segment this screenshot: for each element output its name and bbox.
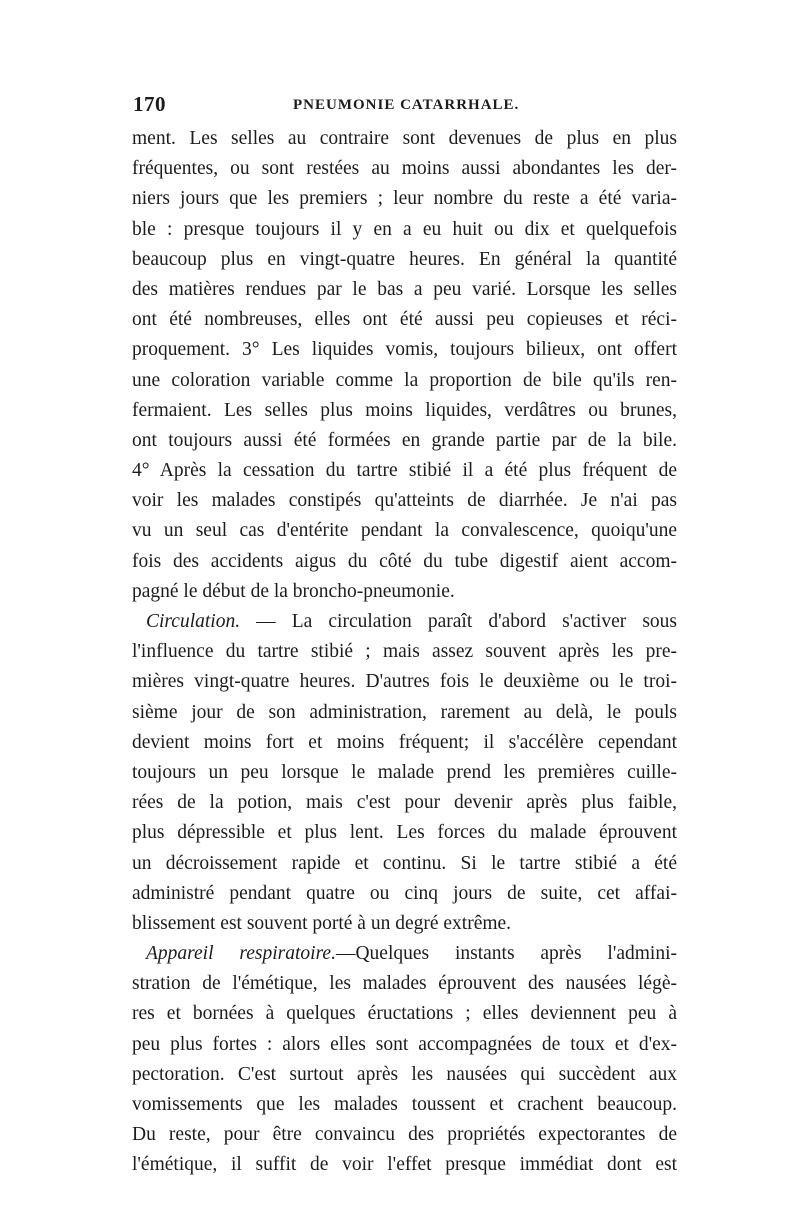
text-line: plus dépressible et plus lent. Les forces du malade éprouvent [132,822,677,844]
body-text [132,124,677,1181]
text-line: res et bornées à quelques éructations ; elles deviennent peu à [132,1003,677,1025]
text-line: ont toujours aussi été formées en grande partie par de la bile. [132,429,677,451]
running-title: PNEUMONIE CATARRHALE. [293,97,520,113]
text-line: vu un seul cas d'entérite pendant la convalescence, quoiqu'une [132,520,677,542]
text-line: Du reste, pour être convaincu des propriétés expectorantes de [132,1124,677,1146]
page-number: 170 [133,92,166,116]
section-heading-appareil-respiratoire: Appareil respiratoire. [146,943,336,965]
paragraph-first-line [132,939,677,969]
page-header [133,92,673,120]
text-line: proquement. 3° Les liquides vomis, toujours bilieux, ont offert [132,339,677,361]
text-line: rées de la potion, mais c'est pour devenir après plus faible, [132,792,677,814]
text-line: pectoration. C'est surtout après les nausées qui succèdent aux [132,1063,677,1085]
text-line: ble : presque toujours il y en a eu huit ou dix et quelquefois [132,218,677,240]
text-line: niers jours que les premiers ; leur nombre du reste a été varia- [132,188,677,210]
text-line: des matières rendues par le bas a peu varié. Lorsque les selles [132,278,677,300]
text-line: voir les malades constipés qu'atteints de diarrhée. Je n'ai pas [132,490,677,512]
text-line: administré pendant quatre ou cinq jours de suite, cet affai- [132,882,677,904]
paragraph-first-line [132,607,677,637]
text-line: fermaient. Les selles plus moins liquides, verdâtres ou brunes, [132,399,677,421]
text-line: blissement est souvent porté à un degré extrême. [132,912,512,934]
text-line: stration de l'émétique, les malades éprouvent des nausées légè- [132,973,677,995]
text-line: ont été nombreuses, elles ont été aussi peu copieuses et réci- [132,309,677,331]
section-heading-circulation: Circulation. [146,611,241,632]
text-line: un décroissement rapide et continu. Si le tartre stibié a été [132,852,677,874]
text-line: sième jour de son administration, rarement au delà, le pouls [132,701,677,723]
text-line: devient moins fort et moins fréquent; il s'accélère cependant [132,731,677,753]
text-line: fois des accidents aigus du côté du tube digestif aient accom- [132,550,677,572]
text-line: pagné le début de la broncho-pneumonie. [132,580,455,602]
text-line: 4° Après la cessation du tartre stibié il a été plus fréquent de [132,460,677,482]
text-line: mières vingt-quatre heures. D'autres fois le deuxième ou le troi- [132,671,677,693]
text-run: — La circulation paraît d'abord s'activer sous [240,611,677,632]
text-line: fréquentes, ou sont restées au moins aussi abondantes les der- [132,158,677,180]
text-run: —Quelques instants après l'admini- [335,943,677,965]
text-line: vomissements que les malades toussent et crachent beaucoup. [132,1094,677,1115]
text-line: une coloration variable comme la proportion de bile qu'ils ren- [132,369,677,391]
text-line: peu plus fortes : alors elles sont accompagnées de toux et d'ex- [132,1033,677,1055]
text-line: l'émétique, il suffit de voir l'effet presque immédiat dont est [132,1154,677,1176]
text-line: l'influence du tartre stibié ; mais assez souvent après les pre- [132,641,677,663]
text-line: beaucoup plus en vingt-quatre heures. En général la quantité [132,248,677,270]
text-line: ment. Les selles au contraire sont devenues de plus en plus [132,128,677,149]
text-line: toujours un peu lorsque le malade prend les premières cuille- [132,761,677,783]
